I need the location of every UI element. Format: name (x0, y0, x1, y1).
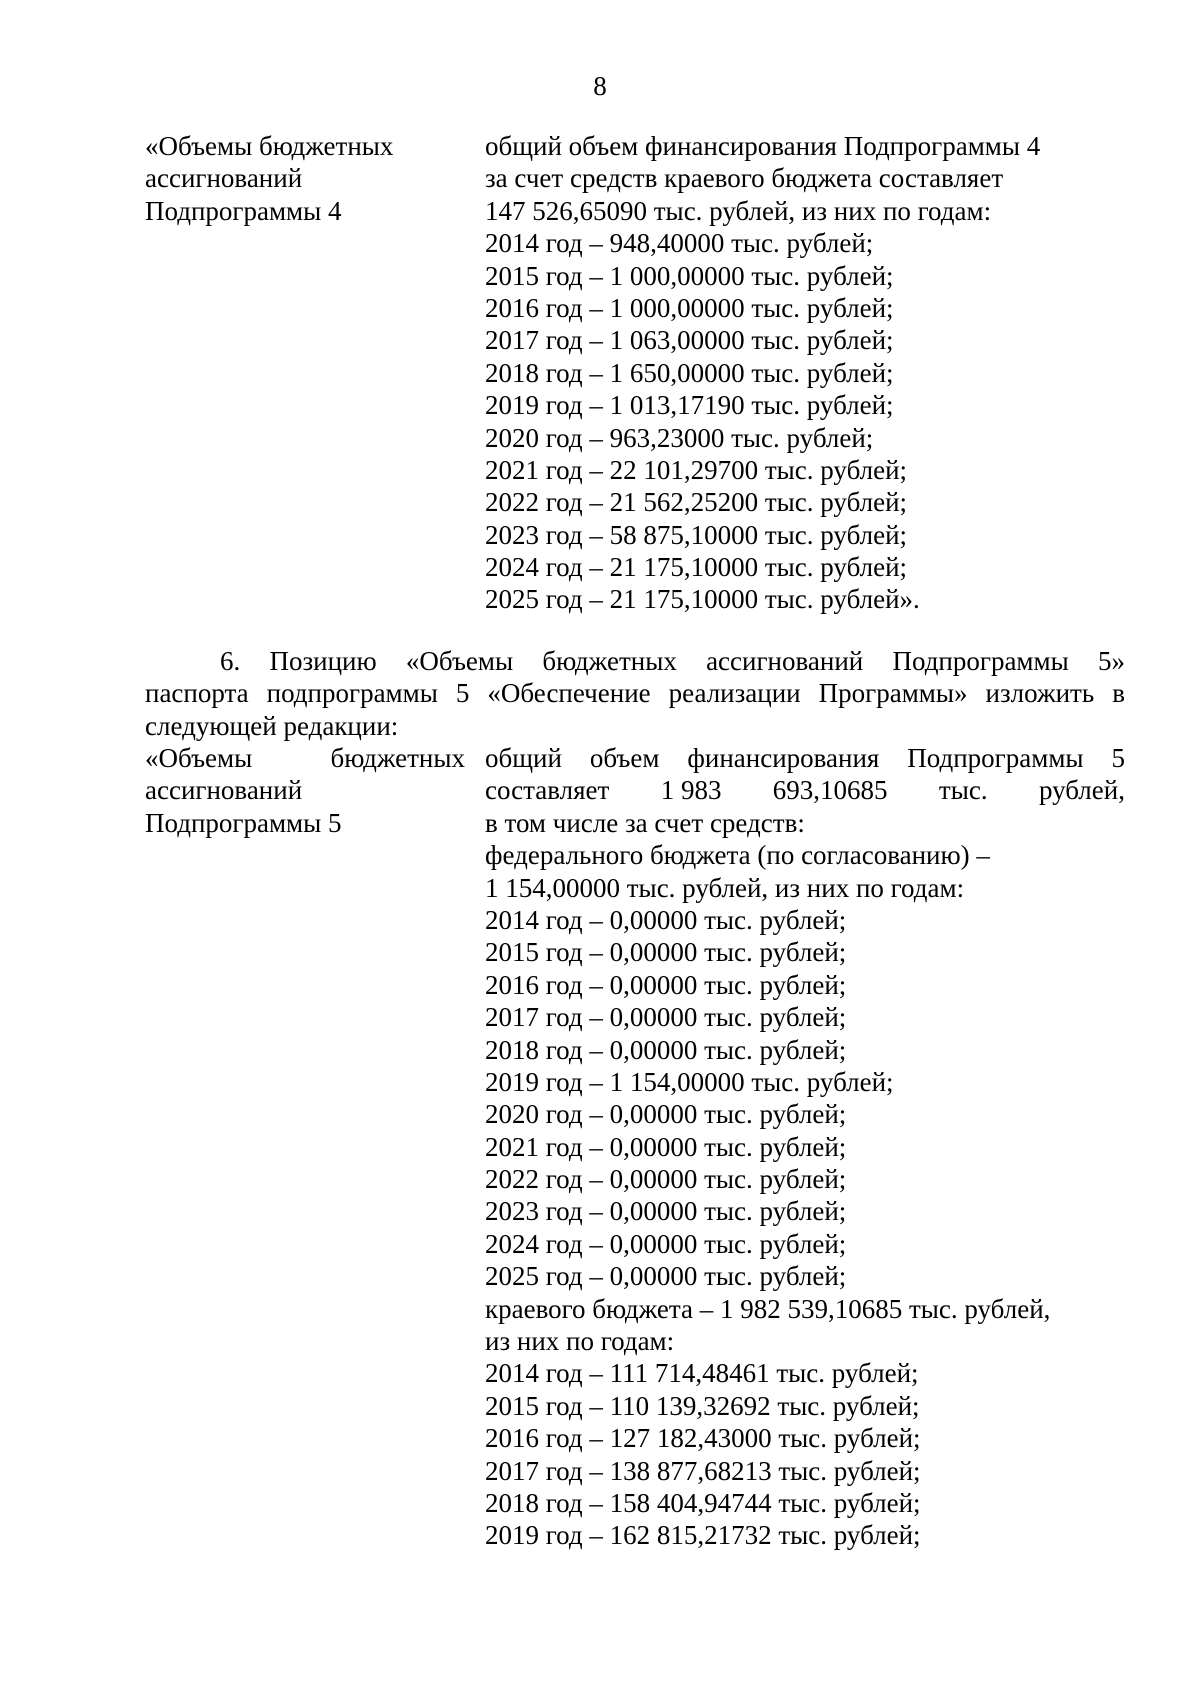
subprogram-5-label (145, 742, 485, 1552)
year-line: 2017 год – 138 877,68213 тыс. рублей; (485, 1455, 921, 1486)
year-line: 2018 год – 0,00000 тыс. рублей; (485, 1034, 847, 1065)
year-line: 2016 год – 0,00000 тыс. рублей; (485, 969, 847, 1000)
paragraph-6-line-1 (145, 645, 1125, 677)
word: объем (589, 743, 660, 773)
year-line: 2018 год – 158 404,94744 тыс. рублей; (485, 1487, 921, 1518)
year-line: 2015 год – 0,00000 тыс. рублей; (485, 937, 847, 968)
year-line: 2020 год – 0,00000 тыс. рублей; (485, 1099, 847, 1130)
word: 5 (1111, 743, 1125, 773)
label-line (145, 742, 485, 774)
year-line: 2021 год – 0,00000 тыс. рублей; (485, 1131, 847, 1162)
year-line: 2023 год – 58 875,10000 тыс. рублей; (485, 519, 908, 550)
regional-line: краевого бюджета – 1 982 539,10685 тыс. рублей, (485, 1293, 1051, 1324)
year-line: 2023 год – 0,00000 тыс. рублей; (485, 1196, 847, 1227)
word: Программы» (818, 678, 968, 709)
word: «Объемы (405, 646, 514, 676)
word: бюджетных (330, 743, 465, 773)
year-line: 2019 год – 1 154,00000 тыс. рублей; (485, 1066, 894, 1097)
word: реализации (668, 678, 801, 709)
year-line: 2016 год – 127 182,43000 тыс. рублей; (485, 1423, 921, 1454)
subprogram-4-label (145, 130, 485, 616)
year-line: 2025 год – 0,00000 тыс. рублей; (485, 1261, 847, 1292)
year-line: 2014 год – 111 714,48461 тыс. рублей; (485, 1358, 919, 1389)
regional-line: из них по годам: (485, 1326, 675, 1357)
word: «Обеспечение (487, 678, 651, 709)
word: 5 (455, 678, 470, 709)
year-line: 2015 год – 1 000,00000 тыс. рублей; (485, 260, 894, 291)
value-line (485, 742, 1125, 774)
year-line: 2017 год – 0,00000 тыс. рублей; (485, 1002, 847, 1033)
word: ассигнований (706, 646, 864, 676)
word: общий (485, 743, 562, 773)
intro-line: за счет средств краевого бюджета составляет (485, 163, 1004, 194)
paragraph-6-line-2 (145, 677, 1125, 709)
year-line: 2014 год – 0,00000 тыс. рублей; (485, 904, 847, 935)
word: финансирования (687, 743, 880, 773)
word: изложить (985, 678, 1095, 709)
year-line: 2024 год – 0,00000 тыс. рублей; (485, 1228, 847, 1259)
word: подпрограммы (266, 678, 438, 709)
word: «Объемы (145, 743, 253, 773)
page-number: 8 (593, 71, 607, 101)
year-line: 2019 год – 162 815,21732 тыс. рублей; (485, 1520, 921, 1551)
subprogram-4-budget-block (145, 130, 1125, 616)
label-line: «Объемы бюджетных (145, 131, 394, 161)
word: в (1112, 678, 1125, 709)
year-line: 2016 год – 1 000,00000 тыс. рублей; (485, 292, 894, 323)
intro-line: общий объем финансирования Подпрограммы 4 (485, 131, 1041, 161)
word: паспорта (145, 678, 249, 709)
label-line: Подпрограммы 4 (145, 195, 342, 226)
paragraph-6 (145, 645, 1125, 742)
word: 693,10685 (772, 775, 888, 806)
label-line: ассигнований (145, 163, 303, 194)
year-line: 2014 год – 948,40000 тыс. рублей; (485, 228, 874, 259)
paragraph-6-line-3: следующей редакции: (145, 710, 399, 741)
word: Подпрограммы (907, 743, 1084, 773)
year-line: 2024 год – 21 175,10000 тыс. рублей; (485, 552, 908, 583)
subprogram-4-years-list (485, 227, 1125, 616)
federal-years-list (485, 904, 1125, 1293)
label-line: ассигнований (145, 775, 303, 806)
word: Позицию (269, 646, 377, 676)
year-line: 2020 год – 963,23000 тыс. рублей; (485, 422, 874, 453)
subprogram-4-value (485, 130, 1125, 616)
year-line: 2022 год – 0,00000 тыс. рублей; (485, 1164, 847, 1195)
word: 1 983 (660, 775, 722, 806)
word: 5» (1097, 646, 1125, 676)
regional-years-list (485, 1357, 1125, 1551)
word: тыс. (938, 775, 988, 806)
value-line: федерального бюджета (по согласованию) – (485, 840, 990, 871)
year-line: 2017 год – 1 063,00000 тыс. рублей; (485, 325, 894, 356)
word: рублей, (1038, 775, 1125, 806)
word: составляет (485, 775, 610, 806)
word: бюджетных (542, 646, 677, 676)
subprogram-5-budget-block (145, 742, 1125, 1552)
value-line: в том числе за счет средств: (485, 807, 805, 838)
value-line (485, 774, 1125, 806)
word: Подпрограммы (892, 646, 1069, 676)
year-line: 2019 год – 1 013,17190 тыс. рублей; (485, 390, 894, 421)
year-line: 2015 год – 110 139,32692 тыс. рублей; (485, 1390, 920, 1421)
label-line: Подпрограммы 5 (145, 807, 342, 838)
year-line: 2022 год – 21 562,25200 тыс. рублей; (485, 487, 908, 518)
subprogram-5-value (485, 742, 1125, 1552)
value-line: 1 154,00000 тыс. рублей, из них по годам: (485, 872, 965, 903)
year-line: 2018 год – 1 650,00000 тыс. рублей; (485, 357, 894, 388)
year-line: 2025 год – 21 175,10000 тыс. рублей». (485, 584, 920, 615)
word: 6. (220, 646, 241, 676)
intro-line: 147 526,65090 тыс. рублей, из них по годам: (485, 195, 992, 226)
year-line: 2021 год – 22 101,29700 тыс. рублей; (485, 454, 908, 485)
